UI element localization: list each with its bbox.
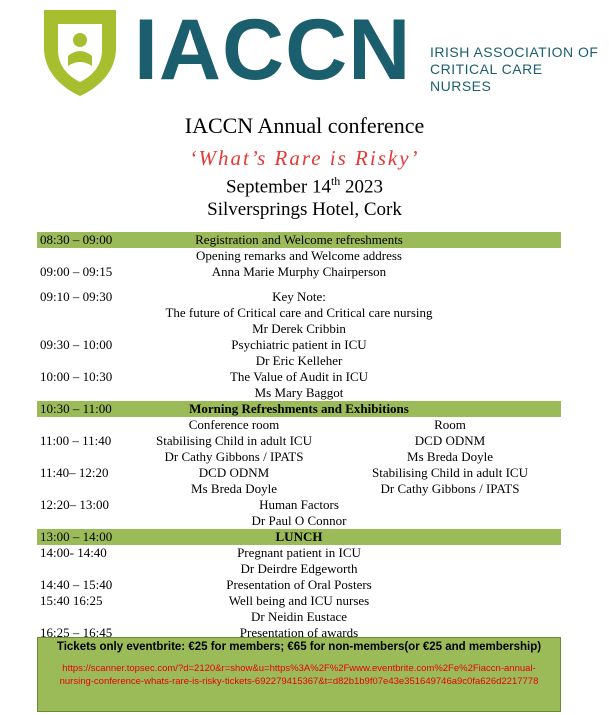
schedule-row bbox=[37, 305, 561, 321]
schedule-time: 13:00 – 14:00 bbox=[40, 529, 113, 544]
schedule-row bbox=[37, 481, 561, 497]
schedule-session-col2: Dr Cathy Gibbons / IPATS bbox=[380, 481, 520, 496]
shield-logo-icon bbox=[40, 6, 120, 98]
schedule-session: Dr Paul O Connor bbox=[251, 513, 347, 528]
schedule-time: 09:30 – 10:00 bbox=[40, 337, 113, 352]
schedule-row bbox=[37, 417, 561, 433]
schedule-row bbox=[37, 337, 561, 353]
schedule-row bbox=[37, 497, 561, 513]
date-suffix: th bbox=[330, 174, 341, 188]
conference-title: IACCN Annual conference bbox=[184, 113, 425, 138]
schedule-session: Opening remarks and Welcome address bbox=[196, 248, 402, 263]
schedule-row bbox=[37, 248, 561, 264]
schedule-session: Psychiatric patient in ICU bbox=[231, 337, 367, 352]
schedule-time: 09:00 – 09:15 bbox=[40, 264, 113, 279]
schedule-session: Presentation of awards bbox=[239, 625, 359, 637]
schedule-row bbox=[37, 449, 561, 465]
schedule-row bbox=[37, 289, 561, 305]
schedule-session-col1: Dr Cathy Gibbons / IPATS bbox=[164, 449, 304, 464]
schedule-session: Morning Refreshments and Exhibitions bbox=[189, 401, 409, 416]
schedule-highlight-row bbox=[37, 232, 561, 248]
schedule-session: Anna Marie Murphy Chairperson bbox=[211, 264, 387, 279]
schedule-session-col1: Ms Breda Doyle bbox=[191, 481, 277, 496]
schedule-session: Well being and ICU nurses bbox=[228, 593, 370, 608]
schedule-row bbox=[37, 609, 561, 625]
schedule-highlight-row bbox=[37, 401, 561, 417]
schedule-session: Ms Mary Baggot bbox=[254, 385, 344, 400]
schedule-session: Dr Eric Kelleher bbox=[255, 353, 343, 368]
schedule-row bbox=[37, 353, 561, 369]
schedule-time: 14:00- 14:40 bbox=[40, 545, 107, 560]
schedule-row bbox=[37, 625, 561, 637]
schedule-row bbox=[37, 577, 561, 593]
schedule-row bbox=[37, 465, 561, 481]
schedule-time: 16:25 – 16:45 bbox=[40, 625, 113, 637]
schedule-session-col1: Stabilising Child in adult ICU bbox=[155, 433, 312, 448]
tickets-heading: Tickets only eventbrite: €25 for members; €65 for non-members(or €25 and membership) bbox=[56, 641, 542, 653]
schedule-session: LUNCH bbox=[275, 529, 323, 544]
schedule-session: Dr Neidin Eustace bbox=[250, 609, 348, 624]
schedule-highlight-row bbox=[37, 529, 561, 545]
schedule-row bbox=[37, 561, 561, 577]
schedule-session: Dr Deirdre Edgeworth bbox=[240, 561, 358, 576]
schedule-row bbox=[37, 433, 561, 449]
schedule-time: 11:40– 12:20 bbox=[40, 465, 109, 480]
logo-wordmark: IACCN bbox=[134, 2, 412, 98]
logo-subtitle bbox=[430, 44, 605, 95]
tickets-box bbox=[37, 637, 561, 712]
schedule-session-col2: DCD ODNM bbox=[414, 433, 486, 448]
conference-tagline: ‘What’s Rare is Risky’ bbox=[189, 146, 420, 170]
schedule-row bbox=[37, 264, 561, 280]
logo-subtitle-line2: CRITICAL CARE NURSES bbox=[430, 61, 543, 94]
schedule-row bbox=[37, 545, 561, 561]
schedule-session: Key Note: bbox=[272, 289, 326, 304]
schedule-time: 11:00 – 11:40 bbox=[40, 433, 112, 448]
date-year: 2023 bbox=[340, 176, 384, 198]
schedule-table bbox=[37, 232, 561, 637]
schedule-session: Presentation of Oral Posters bbox=[226, 577, 372, 592]
schedule-row bbox=[37, 321, 561, 337]
schedule-session-col2: Room bbox=[434, 417, 466, 432]
schedule-time: 09:10 – 09:30 bbox=[40, 289, 113, 304]
iaccn-logo bbox=[40, 2, 605, 102]
schedule-session-col1: DCD ODNM bbox=[198, 465, 270, 480]
schedule-time: 10:00 – 10:30 bbox=[40, 369, 113, 384]
schedule-session: Registration and Welcome refreshments bbox=[195, 232, 403, 247]
schedule-session-col2: Ms Breda Doyle bbox=[407, 449, 493, 464]
conference-venue: Silversprings Hotel, Cork bbox=[207, 199, 402, 220]
schedule-time: 15:40 16:25 bbox=[40, 593, 103, 608]
schedule-time: 14:40 – 15:40 bbox=[40, 577, 113, 592]
schedule-session: Mr Derek Cribbin bbox=[252, 321, 346, 336]
schedule-row bbox=[37, 385, 561, 401]
date-main: September 14 bbox=[225, 176, 331, 198]
schedule-time: 12:20– 13:00 bbox=[40, 497, 109, 512]
schedule-session: The Value of Audit in ICU bbox=[229, 369, 369, 384]
schedule-row bbox=[37, 369, 561, 385]
schedule-time: 08:30 – 09:00 bbox=[40, 232, 113, 247]
schedule-row bbox=[37, 513, 561, 529]
conference-date bbox=[0, 174, 609, 198]
schedule-session: Human Factors bbox=[259, 497, 339, 512]
schedule-row bbox=[37, 593, 561, 609]
tickets-link[interactable]: https://scanner.topsec.com/?d=2120&r=show&u=https%3A%2F%2Fwww.eventbrite.com%2Fe%2Fiaccn-annual-nursing-conference-whats-rare-is-risky-tickets-692279415367&t=d82b1b9f07e43e351649746a9c0fa626d2217778 bbox=[59, 663, 539, 687]
schedule-session-col2: Stabilising Child in adult ICU bbox=[371, 465, 528, 480]
logo-subtitle-line1: IRISH ASSOCIATION OF bbox=[430, 44, 599, 60]
schedule-time: 10:30 – 11:00 bbox=[40, 401, 112, 416]
schedule-session: Pregnant patient in ICU bbox=[237, 545, 361, 560]
schedule-session: The future of Critical care and Critical care nursing bbox=[165, 305, 433, 320]
schedule-session-col1: Conference room bbox=[188, 417, 280, 432]
